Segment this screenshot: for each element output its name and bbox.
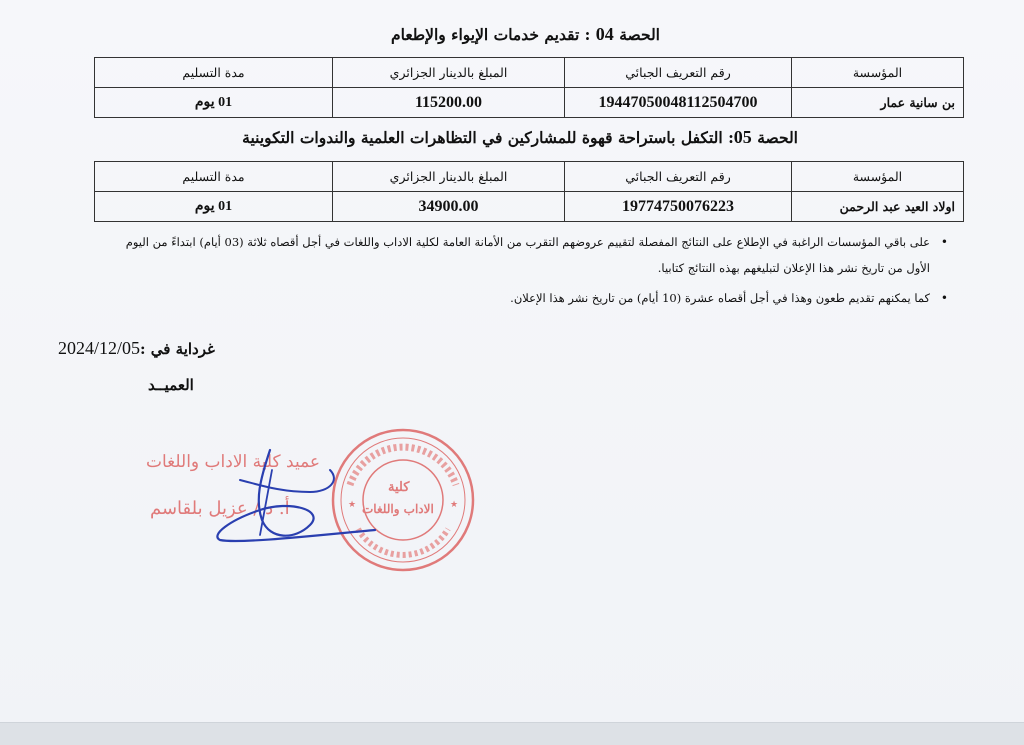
section-05-heading bbox=[242, 127, 798, 148]
col-institution: المؤسسة bbox=[792, 162, 964, 192]
note-2-line: كما يمكنهم تقديم طعون وهذا في أجل أقصاه عشرة (10 أيام) من تاريخ نشر هذا الإعلان. bbox=[510, 291, 930, 305]
section-04-number: 04 bbox=[595, 24, 614, 44]
date-line bbox=[58, 338, 215, 359]
table-header-row bbox=[95, 162, 964, 192]
col-delivery: مدة التسليم bbox=[95, 58, 333, 88]
col-amount: المبلغ بالدينار الجزائري bbox=[333, 58, 565, 88]
section-05-table bbox=[94, 161, 964, 222]
note-1 bbox=[80, 229, 948, 281]
cell-amount: 34900.00 bbox=[333, 192, 565, 222]
col-institution: المؤسسة bbox=[792, 58, 964, 88]
col-tax-id: رقم التعريف الجبائي bbox=[565, 162, 792, 192]
note-1-line-1: على باقي المؤسسات الراغبة في الإطلاع على النتائج المفصلة لتقييم عروضهم التقرب من الأمانة العامة لكلية الاداب واللغات في أجل أقصاه ثلاثة (03 أيام) ابتداءً من اليوم bbox=[125, 235, 930, 249]
svg-text:★: ★ bbox=[450, 500, 459, 510]
dean-label: العميــد bbox=[148, 376, 194, 394]
stamp-name: أ. د / عزيل بلقاسم bbox=[150, 498, 290, 519]
section-05-number: 05 bbox=[733, 127, 752, 147]
section-05-sep: : bbox=[722, 128, 734, 147]
note-2 bbox=[80, 285, 948, 311]
note-1-line-2: الأول من تاريخ نشر هذا الإعلان لتبليغهم بهذه النتائج كتابيا. bbox=[657, 261, 930, 275]
col-delivery: مدة التسليم bbox=[95, 162, 333, 192]
table-header-row bbox=[95, 58, 964, 88]
bullet-icon: • bbox=[940, 291, 948, 305]
table-row bbox=[95, 192, 964, 222]
stamp-title: عميد كلية الاداب واللغات bbox=[146, 452, 321, 472]
date-value: 2024/12/05 bbox=[58, 338, 141, 358]
signature-icon bbox=[200, 440, 400, 550]
col-tax-id: رقم التعريف الجبائي bbox=[565, 58, 792, 88]
section-05-title: التكفل باستراحة قهوة للمشاركين في التظاهرات العلمية والندوات التكوينية bbox=[242, 128, 723, 147]
section-05-prefix: الحصة bbox=[757, 128, 798, 147]
section-04-table bbox=[94, 57, 964, 118]
cell-amount: 115200.00 bbox=[333, 88, 565, 118]
seal-center-line-1: كلية bbox=[388, 480, 410, 495]
date-label: غرداية في : bbox=[140, 340, 215, 358]
section-04-heading bbox=[391, 24, 660, 45]
cell-institution: بن سانية عمار bbox=[792, 88, 964, 118]
cell-tax-id: 19774750076223 bbox=[565, 192, 792, 222]
cell-delivery: 01 يوم bbox=[95, 192, 333, 222]
cell-delivery: 01 يوم bbox=[95, 88, 333, 118]
scan-bottom-edge bbox=[0, 722, 1024, 745]
section-04-sep: : bbox=[579, 25, 596, 44]
section-04-prefix: الحصة bbox=[619, 25, 660, 44]
cell-institution: اولاد العيد عبد الرحمن bbox=[792, 192, 964, 222]
cell-tax-id: 19447050048112504700 bbox=[565, 88, 792, 118]
svg-text:★: ★ bbox=[348, 500, 357, 510]
bullet-icon: • bbox=[940, 235, 948, 249]
table-row bbox=[95, 88, 964, 118]
section-04-title: تقديم خدمات الإيواء والإطعام bbox=[391, 25, 580, 44]
col-amount: المبلغ بالدينار الجزائري bbox=[333, 162, 565, 192]
seal-center-line-2: الاداب واللغات bbox=[362, 502, 434, 516]
